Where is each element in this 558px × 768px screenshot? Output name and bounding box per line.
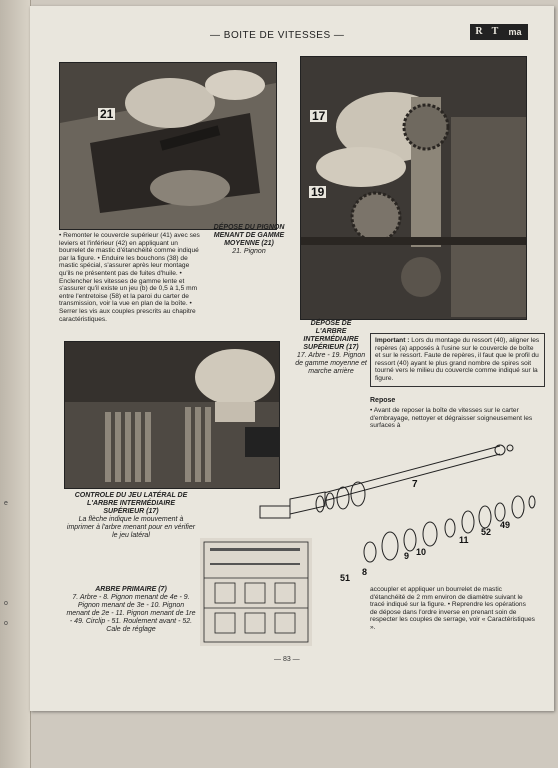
- caption-arbre-primaire: [66, 586, 196, 634]
- caption-body: 17. Arbre - 19. Pignon de gamme moyenne et marche arrière: [295, 352, 367, 375]
- caption-title: DÉPOSE DE L'ARBRE INTERMÉDIAIRE SUPÉRIEUR (17): [303, 320, 359, 351]
- manual-page: [30, 6, 554, 711]
- diagram-label-7: 7: [412, 479, 418, 490]
- callout-19: 19: [311, 185, 325, 199]
- logo-letter: ma: [503, 25, 527, 39]
- photo-intermediate-shaft: [300, 56, 527, 320]
- margin-fragment: o: [4, 600, 8, 607]
- important-note: [370, 333, 545, 387]
- logo-letter: T: [487, 25, 503, 39]
- diagram-label-9: 9: [404, 551, 410, 561]
- repose-heading: Repose: [370, 397, 396, 404]
- caption-body: 7. Arbre - 8. Pignon menant de 4e - 9. Pignon menant de 3e - 10. Pignon menant de 2e - 11. Pignon menant de 1re - 49. Circlip - 51. Roulement avant - 52. Cale de réglage: [66, 594, 196, 633]
- caption-body: La flèche indique le mouvement à imprimer à l'arbre menant pour en vérifier le jeu latéral: [66, 516, 196, 539]
- important-label: Important :: [375, 337, 410, 344]
- margin-fragment: o: [4, 620, 8, 627]
- diagram-label-8: 8: [362, 567, 368, 577]
- photo-gearbox-cover: [59, 62, 277, 230]
- remount-instructions: • Remonter le couvercle supérieur (41) avec ses leviers et l'inférieur (42) en appliquant un bourrelet de mastic d'étanchéité comme indiqué par la figure. • Enduire les bouchons (38) de mastic spécial, s'assurer après leur montage qu'ils ne présentent pas de fuites d'huile. • Enclencher les vitesses de gamme lente et s'assurer qu'il existe un jeu (b) de 0,5 à 1,5 mm entre l'entretoise (58) et la paroi du carter de transmission, voir la vue en plan de la boîte. • Serrer les vis aux couples prescrits au chapitre caractéristiques.: [59, 232, 200, 323]
- caption-depose-pignon: [210, 224, 288, 256]
- previous-page-edge: [0, 0, 31, 768]
- caption-title: CONTROLE DU JEU LATÉRAL DE L'ARBRE INTERMÉDIAIRE SUPÉRIEUR (17): [74, 492, 188, 515]
- diagram-label-10: 10: [416, 547, 427, 557]
- important-text: Lors du montage du ressort (40), aligner les repères (a) apposés à l'usine sur le couvercle de boîte et sur le ressort. Faute de repères, il faut que le profil du ressort (40) ayant le plus grand nombre de spires soit tourné vers le milieu du couvercle comme indiqué sur la figure.: [375, 337, 540, 382]
- page-number: — 83 —: [274, 656, 300, 663]
- diagram-label-11: 11: [459, 535, 469, 545]
- margin-fragment: e: [4, 500, 8, 507]
- callout-17: 17: [312, 109, 326, 123]
- callout-21: 21: [100, 107, 114, 121]
- caption-depose-arbre: [295, 320, 367, 376]
- caption-title: ARBRE PRIMAIRE (7): [95, 586, 167, 593]
- logo-letter: R: [471, 25, 487, 39]
- page-header-title: — BOITE DE VITESSES —: [210, 30, 345, 41]
- diagram-label-52: 52: [481, 527, 492, 537]
- rtma-logo: [470, 24, 528, 40]
- caption-controle: [66, 492, 196, 540]
- caption-body: 21. Pignon: [232, 248, 266, 255]
- bottom-instructions: accoupler et appliquer un bourrelet de mastic d'étanchéité de 2 mm environ de diamètre suivant le tracé indiqué sur la figure. • Reprendre les opérations de dépose dans l'ordre inverse en prenant soin de respecter les couples de serrage, voir « Caractéristiques ».: [370, 586, 535, 631]
- diagram-label-51: 51: [340, 573, 351, 583]
- caption-title: DÉPOSE DU PIGNON MENANT DE GAMME MOYENNE (21): [213, 224, 285, 247]
- diagram-label-49: 49: [500, 520, 511, 530]
- gearbox-cross-section: [200, 538, 312, 646]
- repose-text: • Avant de reposer la boîte de vitesses sur le carter d'embrayage, nettoyer et dégraisser soigneusement les surfaces à: [370, 407, 533, 430]
